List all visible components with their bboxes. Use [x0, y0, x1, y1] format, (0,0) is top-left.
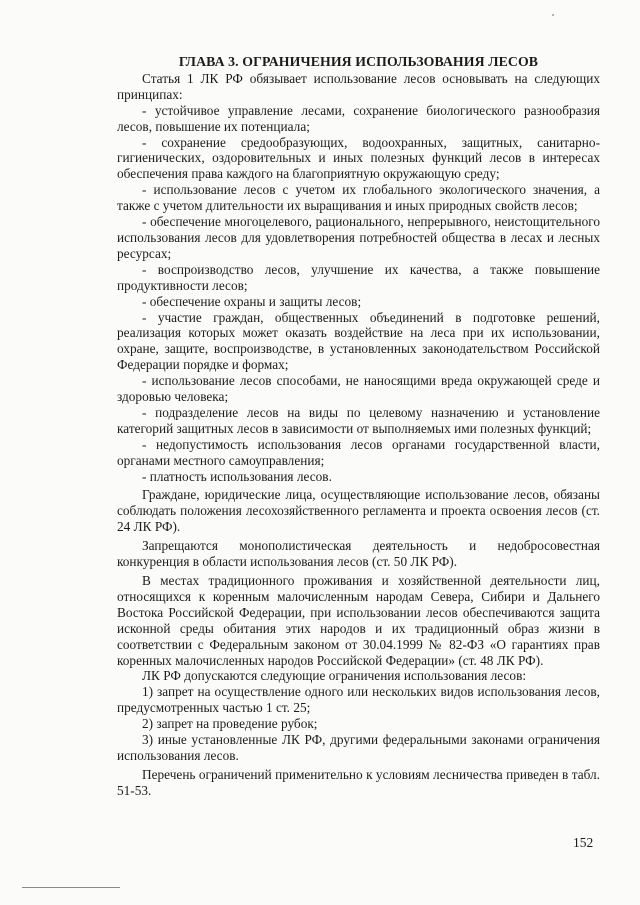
list-item-principle: - обеспечение охраны и защиты лесов;	[142, 293, 362, 309]
page-number: 152	[573, 835, 594, 850]
paragraph-table-reference: Перечень ограничений применительно к условиям лесничества приведен в табл. 51-53.	[117, 766, 600, 798]
list-item-restriction: 1) запрет на осуществление одного или нескольких видов использования лесов, предусмотренных частью 1 ст. 25;	[117, 684, 600, 716]
list-item-principle: - сохранение средообразующих, водоохранных, защитных, санитарно-гигиенических, оздоровительных и иных полезных функций лесов в интересах обеспечения права каждого на благоприятную окружающую среду;	[117, 134, 600, 182]
list-item-principle: - использование лесов с учетом их глобального экологического значения, а также с учетом длительности их выращивания и иных природных свойств лесов;	[117, 182, 600, 214]
list-item-principle: - участие граждан, общественных объединений в подготовке решений, реализация которых может оказать воздействие на леса при их использовании, охране, защите, воспроизводстве, в установленных законодательством Российской Федерации порядке и формах;	[117, 309, 600, 373]
scan-speck	[552, 14, 554, 16]
paragraph-competition: Запрещаются монополистическая деятельность и недобросовестная конкуренция в области использования лесов (ст. 50 ЛК РФ).	[117, 538, 600, 570]
list-item-principle: - подразделение лесов на виды по целевому назначению и установление категорий защитных лесов в зависимости от выполняемых ими полезных функций;	[117, 404, 600, 436]
list-item-principle: - устойчивое управление лесами, сохранение биологического разнообразия лесов, повышение их потенциала;	[117, 102, 600, 134]
list-item-principle: - воспроизводство лесов, улучшение их качества, а также повышение продуктивности лесов;	[117, 261, 600, 293]
chapter-title: ГЛАВА 3. ОГРАНИЧЕНИЯ ИСПОЛЬЗОВАНИЯ ЛЕСОВ	[178, 54, 539, 69]
paragraph-restrictions-intro: ЛК РФ допускаются следующие ограничения использования лесов:	[142, 668, 527, 684]
paragraph-indigenous-peoples: В местах традиционного проживания и хозяйственной деятельности лиц, относящихся к коренным малочисленным народам Севера, Сибири и Дальнего Востока Российской Федерации, при использовании лесов обеспечиваются защита исконной среды обитания этих народов и их традиционный образ жизни в соответствии с Федеральным законом от 30.04.1999 № 82-ФЗ «О гарантиях прав коренных малочисленных народов Российской Федерации» (ст. 48 ЛК РФ).	[117, 573, 600, 668]
list-item-principle: - использование лесов способами, не наносящими вреда окружающей среде и здоровью человека;	[117, 373, 600, 405]
list-item-principle: - платность использования лесов.	[142, 468, 332, 484]
list-item-restriction: 2) запрет на проведение рубок;	[142, 716, 318, 732]
paragraph-principles-intro: Статья 1 ЛК РФ обязывает использование лесов основывать на следующих принципах:	[117, 70, 600, 102]
footnote-rule	[22, 887, 120, 888]
list-item-principle: - недопустимость использования лесов органами государственной власти, органами местного самоуправления;	[117, 436, 600, 468]
list-item-principle: - обеспечение многоцелевого, рационального, непрерывного, неистощительного использования лесов для удовлетворения потребностей общества в лесах и лесных ресурсах;	[117, 214, 600, 261]
page-content	[117, 54, 600, 799]
list-item-restriction: 3) иные установленные ЛК РФ, другими федеральными законами ограничения использования лесов.	[117, 732, 600, 763]
paragraph-obligations: Граждане, юридические лица, осуществляющие использование лесов, обязаны соблюдать положения лесохозяйственного регламента и проекта освоения лесов (ст. 24 ЛК РФ).	[117, 487, 600, 535]
